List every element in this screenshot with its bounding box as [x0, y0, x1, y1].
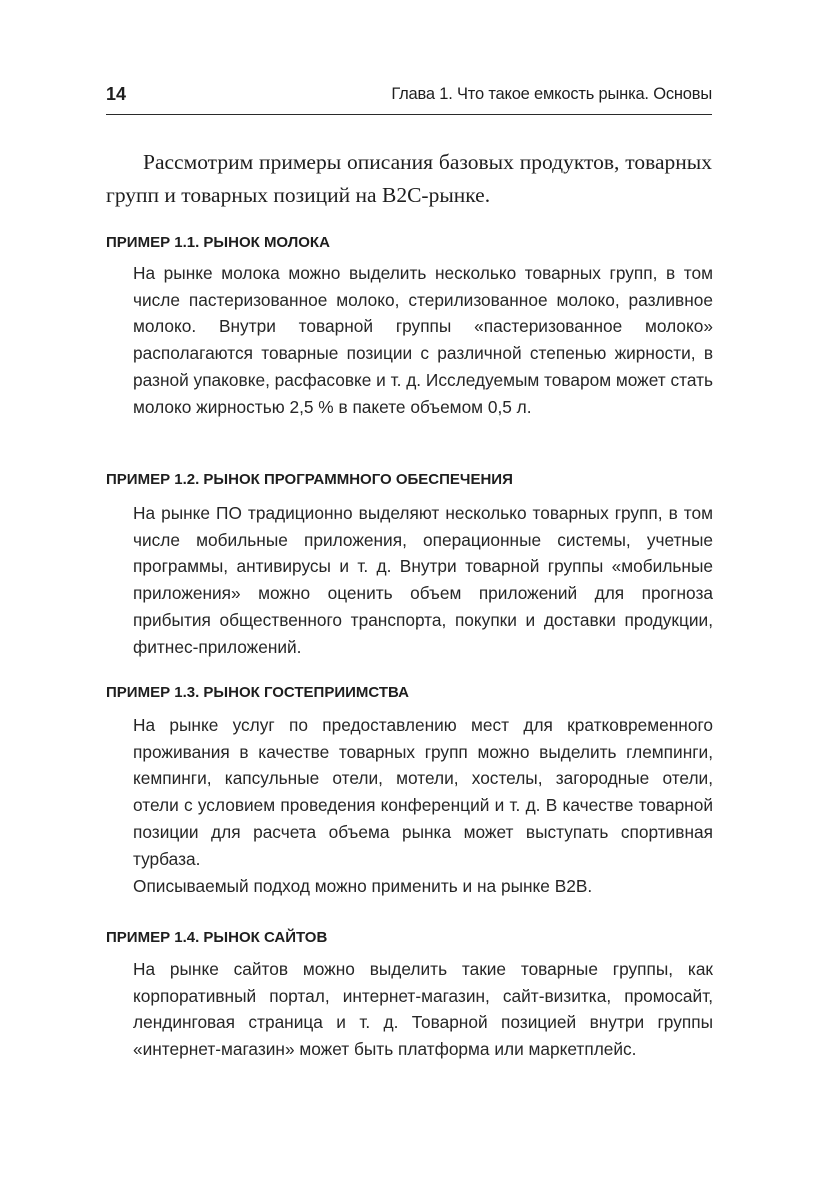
example-3-title: ПРИМЕР 1.3. РЫНОК ГОСТЕПРИИМСТВА: [106, 684, 409, 701]
page-header: [106, 80, 712, 115]
example-4-body: На рынке сайтов можно выделить такие товарные группы, как корпоративный портал, интернет-магазин, сайт-визитка, промосайт, лендинговая страница и т. д. Товарной позицией внутри группы «интернет-магазин» может быть платформа или маркетплейс.: [133, 959, 713, 1060]
example-3-body: На рынке услуг по предоставлению мест для кратковременного проживания в качестве товарных групп можно выделить глемпинги, кемпинги, капсульные отели, мотели, хостелы, загородные отели, отели с условием проведения конференций и т. д. В качестве товарной позиции для расчета объема рынка может выступать спортивная турбаза.: [133, 715, 713, 869]
intro-paragraph: Рассмотрим примеры описания базовых продуктов, товарных групп и товарных позиций на B2C-рынке.: [106, 150, 712, 207]
example-2-body: На рынке ПО традиционно выделяют несколько товарных групп, в том числе мобильные приложения, операционные системы, учетные программы, антивирусы и т. д. Внутри товарной группы «мобильные приложения» можно оценить объем приложений для прогноза прибытия общественного транспорта, покупки и доставки продукции, фитнес-приложений.: [133, 503, 713, 657]
running-head: Глава 1. Что такое емкость рынка. Основы: [391, 85, 712, 103]
example-1-body: На рынке молока можно выделить несколько товарных групп, в том числе пастеризованное молоко, стерилизованное молоко, разливное молоко. Внутри товарной группы «пастеризованное молоко» располагаются товарные позиции с различной степенью жирности, в разной упаковке, расфасовке и т. д. Исследуемым товаром может стать молоко жирностью 2,5 % в пакете объемом 0,5 л.: [133, 263, 714, 417]
example-1-title: ПРИМЕР 1.1. РЫНОК МОЛОКА: [106, 234, 330, 251]
example-3-note: Описываемый подход можно применить и на рынке B2B.: [133, 876, 593, 896]
example-4-title: ПРИМЕР 1.4. РЫНОК САЙТОВ: [106, 929, 328, 946]
page-number: 14: [106, 84, 127, 104]
example-2-title: ПРИМЕР 1.2. РЫНОК ПРОГРАММНОГО ОБЕСПЕЧЕНИЯ: [106, 471, 513, 488]
